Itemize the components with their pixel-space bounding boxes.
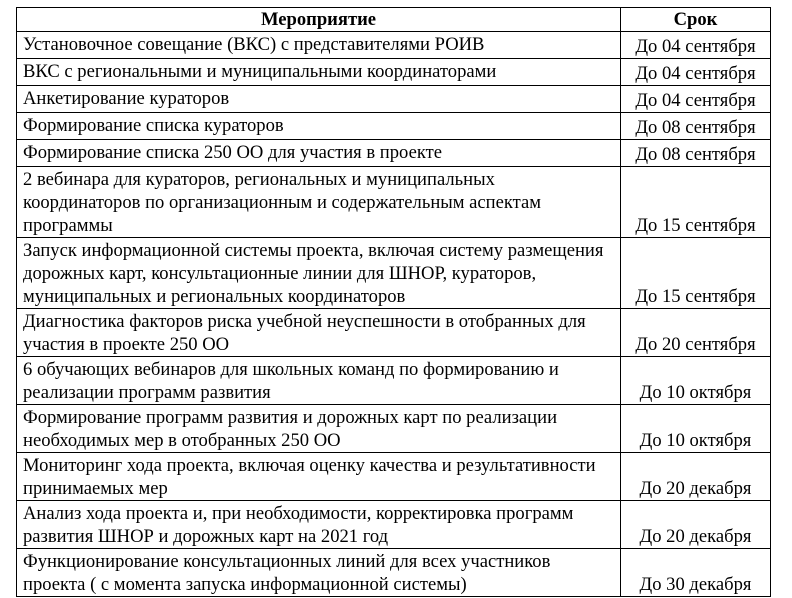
term-cell: До 10 октября (621, 405, 771, 453)
event-cell: Функционирование консультационных линий для всех участников проекта ( с момента запуска информационной системы) (17, 549, 621, 597)
table-row (17, 501, 771, 549)
term-cell: До 04 сентября (621, 86, 771, 113)
table-row (17, 32, 771, 59)
event-cell: Формирование списка кураторов (17, 113, 621, 140)
table-row (17, 59, 771, 86)
term-cell: До 15 сентября (621, 238, 771, 309)
event-cell: Формирование списка 250 ОО для участия в проекте (17, 140, 621, 167)
table-row (17, 140, 771, 167)
term-cell: До 08 сентября (621, 113, 771, 140)
event-cell: ВКС с региональными и муниципальными координаторами (17, 59, 621, 86)
event-cell: Анкетирование кураторов (17, 86, 621, 113)
term-cell: До 08 сентября (621, 140, 771, 167)
table-row (17, 549, 771, 597)
event-cell: Диагностика факторов риска учебной неуспешности в отобранных для участия в проекте 250 ОО (17, 309, 621, 357)
term-cell: До 20 декабря (621, 501, 771, 549)
table-row (17, 357, 771, 405)
header-term: Срок (621, 8, 771, 32)
event-cell: Установочное совещание (ВКС) с представителями РОИВ (17, 32, 621, 59)
event-cell: Запуск информационной системы проекта, включая систему размещения дорожных карт, консультационные линии для ШНОР, кураторов, муниципальных и региональных координаторов (17, 238, 621, 309)
table-row (17, 238, 771, 309)
event-cell: Анализ хода проекта и, при необходимости, корректировка программ развития ШНОР и дорожных карт на 2021 год (17, 501, 621, 549)
document-page (16, 7, 771, 597)
term-cell: До 10 октября (621, 357, 771, 405)
term-cell: До 20 декабря (621, 453, 771, 501)
term-cell: До 30 декабря (621, 549, 771, 597)
table-row (17, 453, 771, 501)
term-cell: До 04 сентября (621, 32, 771, 59)
term-cell: До 15 сентября (621, 167, 771, 238)
event-cell: 6 обучающих вебинаров для школьных команд по формированию и реализации программ развития (17, 357, 621, 405)
term-cell: До 04 сентября (621, 59, 771, 86)
event-cell: Формирование программ развития и дорожных карт по реализации необходимых мер в отобранных 250 ОО (17, 405, 621, 453)
table-row (17, 113, 771, 140)
table-row (17, 167, 771, 238)
table-row (17, 309, 771, 357)
table-row (17, 86, 771, 113)
event-cell: 2 вебинара для кураторов, региональных и муниципальных координаторов по организационным и содержательным аспектам программы (17, 167, 621, 238)
table-row (17, 405, 771, 453)
table-header-row (17, 8, 771, 32)
event-cell: Мониторинг хода проекта, включая оценку качества и результативности принимаемых мер (17, 453, 621, 501)
term-cell: До 20 сентября (621, 309, 771, 357)
schedule-table (16, 7, 771, 597)
header-event: Мероприятие (17, 8, 621, 32)
